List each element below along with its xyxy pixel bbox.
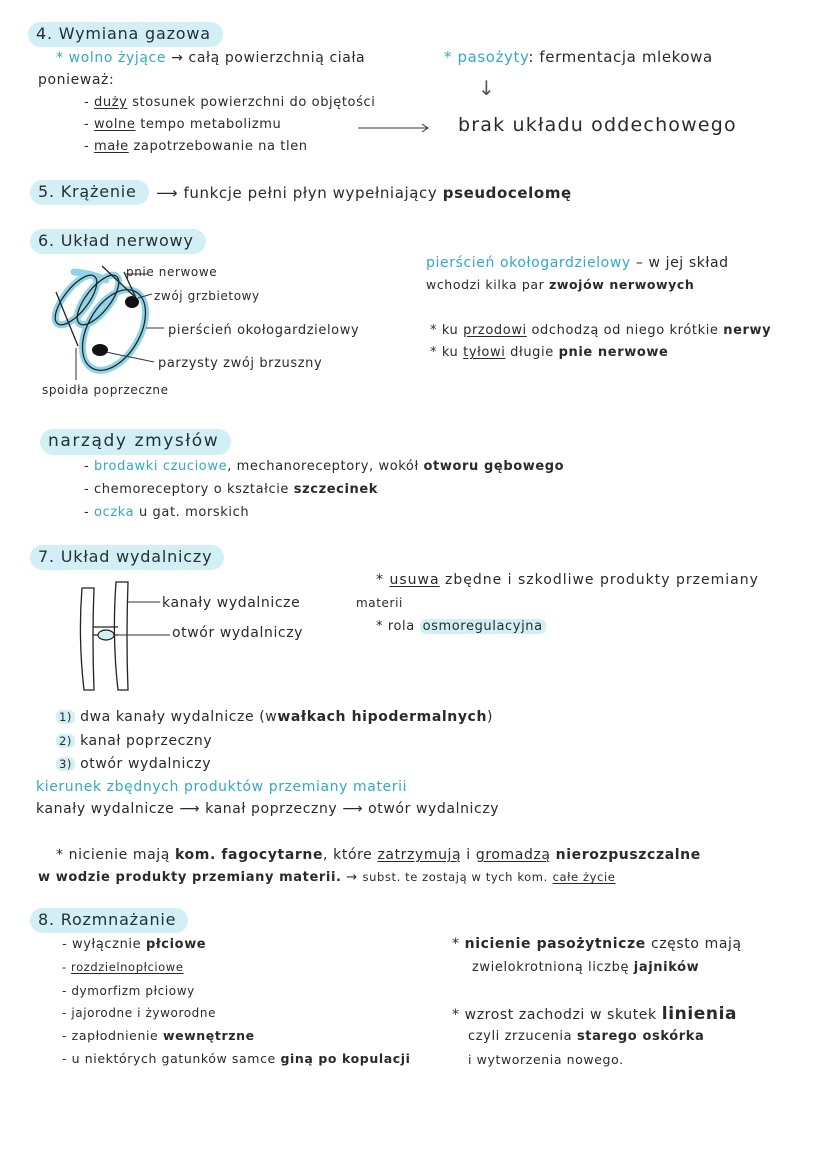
arrow: →	[171, 50, 184, 66]
phagocytic-cells-term: kom. fagocytarne	[175, 847, 324, 863]
conjunction: i	[466, 847, 471, 863]
ring-line2-text: wchodzi kilka par	[426, 277, 545, 292]
whole-life-word: całe życie	[552, 870, 616, 884]
shedding-text: czyli zrzucenia	[468, 1029, 573, 1044]
phagocyte-note-line1	[56, 847, 701, 864]
senses-line-eyes	[84, 505, 249, 521]
ring-term: pierścień okołogardzielowy	[426, 255, 631, 271]
label-dorsal-ganglion: zwój grzbietowy	[154, 289, 260, 303]
hypodermal-term: wałkach hipodermalnych	[277, 709, 488, 725]
flow-pore: otwór wydalniczy	[368, 801, 500, 817]
number-badge: 2)	[56, 734, 75, 748]
item-bold: wewnętrzne	[162, 1028, 255, 1043]
arrow: ⟶	[179, 801, 201, 817]
dash: -	[84, 482, 90, 497]
note-which: , które	[323, 847, 373, 863]
senses-line-papillae	[84, 459, 564, 475]
old-cuticle-term: starego oskórka	[576, 1029, 705, 1044]
item-text: - zapłodnienie	[62, 1028, 159, 1043]
item-text: tempo metabolizmu	[140, 117, 282, 132]
item-text: - dymorfizm płciowy	[62, 984, 195, 998]
role-text: * rola	[376, 619, 415, 634]
nerves-backward-line	[430, 345, 668, 361]
label-nerve-trunks: pnie nerwowe	[126, 265, 218, 279]
backward-word: tyłowi	[463, 345, 506, 360]
underlined-word: małe	[94, 139, 129, 154]
part-1-text: dwa kanały wydalnicze (w	[80, 709, 278, 725]
item-text: -	[62, 960, 67, 974]
label-nerve-ring: pierścień okołogardzielowy	[168, 323, 360, 338]
bullet-star: *	[376, 572, 384, 588]
parasites-line	[444, 48, 713, 66]
arrow: ⟶	[156, 184, 179, 202]
because-label: ponieważ:	[38, 72, 115, 88]
part-2-text: kanał poprzeczny	[80, 733, 213, 749]
bristles-term: szczecinek	[293, 482, 379, 497]
ovaries-line	[472, 960, 699, 976]
parasitic-nematodes-line	[452, 936, 742, 953]
growth-line	[452, 1004, 737, 1024]
cuticle-line	[468, 1029, 704, 1045]
dash: -	[84, 117, 90, 132]
heading-excretory-system: 7. Układ wydalniczy	[30, 545, 224, 570]
ring-rest: – w jej skład	[635, 255, 729, 271]
item-bold: giną po kopulacji	[280, 1051, 411, 1066]
s4-item	[84, 139, 308, 155]
parasites-label: * pasożyty	[444, 48, 529, 66]
free-living-label: * wolno żyjące	[56, 50, 167, 66]
ring-description	[426, 255, 729, 272]
nerves-forward-line	[430, 323, 771, 339]
dash: -	[84, 95, 90, 110]
osmoregulation-term: osmoregulacyjna	[420, 619, 546, 634]
circulation-line	[156, 184, 572, 202]
osmoregulation-line	[376, 619, 546, 635]
label-ventral-ganglion: parzysty zwój brzuszny	[158, 356, 323, 371]
s4-line-free-living	[56, 50, 365, 67]
removes-waste-cont: materii	[356, 596, 403, 610]
parasitic-nematodes-term: nicienie pasożytnicze	[464, 936, 646, 952]
underlined-word: wolne	[94, 117, 136, 132]
chemo-text: chemoreceptory o kształcie	[94, 482, 290, 497]
dash: -	[84, 505, 90, 520]
part-1-line	[56, 709, 493, 726]
part-2-line	[56, 733, 212, 750]
forward-word: przodowi	[463, 323, 527, 338]
fermentation-text: : fermentacja mlekowa	[528, 48, 713, 66]
ganglia-term: zwojów nerwowych	[548, 277, 695, 292]
part-3-text: otwór wydalniczy	[80, 756, 212, 772]
ovaries-term: jajników	[633, 960, 700, 975]
new-cuticle-line: i wytworzenia nowego.	[468, 1052, 624, 1067]
item-text: - u niektórych gatunków samce	[62, 1051, 276, 1066]
nerves-term: nerwy	[723, 323, 772, 338]
whole-body-text: całą powierzchnią ciała	[188, 50, 366, 66]
heading-senses: narządy zmysłów	[40, 429, 231, 455]
papillae-text: , mechanoreceptory, wokół	[227, 459, 419, 474]
often-have-text: często mają	[650, 936, 742, 952]
mouth-opening-term: otworu gębowego	[423, 459, 565, 474]
item-text: stosunek powierzchni do objętości	[132, 95, 376, 110]
bullet-star: *	[452, 936, 460, 952]
heading-circulation: 5. Krążenie	[30, 180, 149, 205]
part-3-line	[56, 756, 211, 773]
label-excretory-pore: otwór wydalniczy	[172, 625, 304, 641]
removes-text: zbędne i szkodliwe produkty przemiany	[444, 572, 759, 588]
accumulate-word: gromadzą	[475, 847, 551, 863]
note-start: * nicienie mają	[56, 847, 170, 863]
repro-item	[62, 937, 206, 953]
item-text: - wyłącznie	[62, 937, 142, 952]
item-underlined: rozdzielnopłciowe	[71, 960, 184, 974]
papillae-term: brodawki czuciowe	[94, 459, 228, 474]
eyespots-term: oczka	[94, 505, 135, 520]
repro-item	[62, 1028, 255, 1043]
bullet-star: * ku	[430, 323, 459, 338]
heading-reproduction: 8. Rozmnażanie	[30, 908, 188, 933]
retain-word: zatrzymują	[377, 847, 462, 863]
growth-text: wzrost zachodzi w skutek	[464, 1007, 657, 1023]
number-badge: 3)	[56, 757, 75, 771]
arrow-down-icon: ↓	[478, 76, 496, 100]
eyespots-text: u gat. morskich	[138, 505, 250, 520]
nerve-trunks-term: pnie nerwowe	[558, 345, 669, 360]
forward-text: odchodzą od niego krótkie	[531, 323, 719, 338]
s4-item	[84, 117, 281, 133]
insoluble-term: nierozpuszczalne	[555, 847, 701, 863]
molting-term: linienia	[661, 1004, 738, 1024]
arrow: ⟶	[342, 801, 364, 817]
arrow: →	[346, 870, 358, 885]
item-text: - jajorodne i żyworodne	[62, 1006, 217, 1020]
bullet-star: * ku	[430, 345, 459, 360]
ring-description-line2	[426, 277, 694, 292]
item-bold: płciowe	[145, 937, 207, 952]
arrow-right-icon	[358, 122, 433, 134]
waste-direction-title: kierunek zbędnych produktów przemiany materii	[36, 779, 408, 795]
waste-flow-line	[36, 801, 499, 818]
flow-canals: kanały wydalnicze	[36, 801, 175, 817]
repro-item	[62, 1051, 411, 1066]
dash: -	[84, 139, 90, 154]
label-excretory-canals: kanały wydalnicze	[162, 595, 301, 611]
backward-text: długie	[510, 345, 554, 360]
phagocyte-note-line2	[38, 870, 615, 886]
close-paren: )	[487, 709, 494, 725]
water-products-term: w wodzie produkty przemiany materii.	[38, 870, 342, 885]
heading-nervous-system: 6. Układ nerwowy	[30, 229, 206, 254]
s4-item	[84, 95, 375, 111]
heading-gas-exchange: 4. Wymiana gazowa	[28, 22, 223, 47]
dash: -	[84, 459, 90, 474]
circulation-text: funkcje pełni płyn wypełniający	[183, 184, 438, 202]
remain-text: subst. te zostają w tych kom.	[362, 870, 548, 884]
bullet-star: *	[452, 1007, 460, 1023]
pseudocoelom-term: pseudocelomę	[442, 184, 572, 202]
removes-waste-line	[376, 572, 759, 589]
repro-item	[62, 984, 195, 998]
flow-transverse: kanał poprzeczny	[205, 801, 338, 817]
label-commissures: spoidła poprzeczne	[42, 383, 169, 397]
underlined-word: duży	[94, 95, 128, 110]
number-badge: 1)	[56, 710, 75, 724]
removes-word: usuwa	[389, 572, 440, 588]
repro-item	[62, 1006, 216, 1020]
item-text: zapotrzebowanie na tlen	[133, 139, 308, 154]
no-respiratory-text: brak układu oddechowego	[458, 114, 737, 136]
ovaries-text: zwielokrotnioną liczbę	[472, 960, 630, 975]
repro-item	[62, 961, 184, 975]
senses-line-chemo	[84, 482, 378, 498]
